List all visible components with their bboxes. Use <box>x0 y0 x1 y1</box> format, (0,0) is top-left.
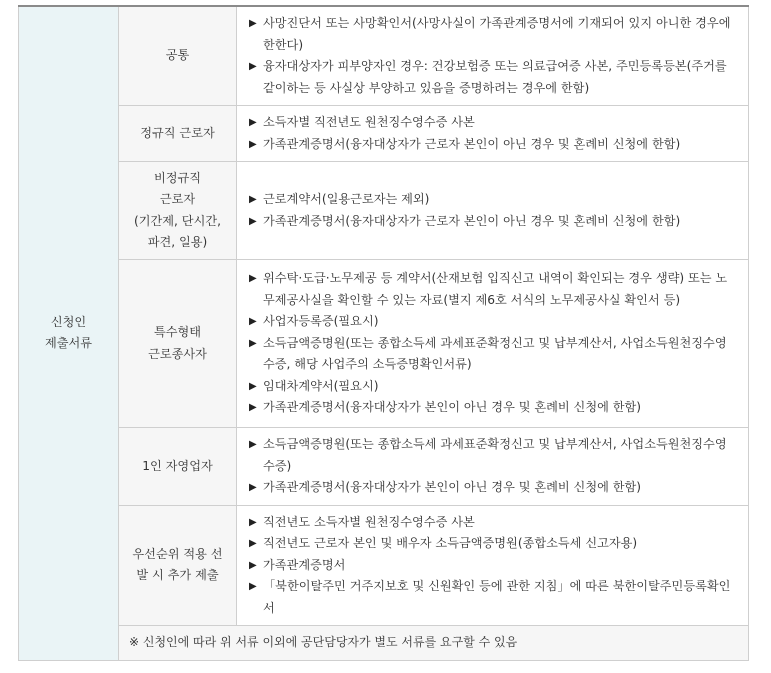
list-item <box>249 533 738 555</box>
side-header <box>19 6 119 660</box>
docs-cell <box>237 260 749 428</box>
arrow-icon: ▶ <box>249 516 257 528</box>
item-text: 소득금액증명원(또는 종합소득세 과세표준확정신고 및 납부계산서, 사업소득원천징수영수증) <box>263 437 727 473</box>
side-header-line-2: 제출서류 <box>44 336 93 351</box>
arrow-icon: ▶ <box>249 482 257 493</box>
list-item <box>249 13 738 56</box>
arrow-icon: ▶ <box>249 194 257 205</box>
item-text: 가족관계증명서(융자대상자가 근로자 본인이 아닌 경우 및 혼례비 신청에 한함) <box>263 136 681 151</box>
item-text: 가족관계증명서 <box>263 557 346 572</box>
arrow-icon: ▶ <box>249 581 257 592</box>
arrow-icon: ▶ <box>249 117 257 128</box>
item-text: 근로계약서(일용근로자는 제외) <box>263 192 430 206</box>
category-line: 우선순위 적용 선 <box>132 546 223 561</box>
arrow-icon: ▶ <box>249 337 257 349</box>
item-text: 임대차계약서(필요시) <box>263 378 379 393</box>
item-text: 위수탁·도급·노무제공 등 계약서(산재보험 입직신고 내역이 확인되는 경우 생략) 또는 노무제공사실을 확인할 수 있는 자료(별지 제6호 서식의 노무제공사실 확인서 등) <box>263 271 728 307</box>
list-item <box>249 576 738 619</box>
arrow-icon: ▶ <box>249 538 257 549</box>
required-documents-table <box>18 5 749 661</box>
docs-cell <box>237 505 749 626</box>
required-documents-table-wrapper <box>18 5 748 661</box>
list-item <box>249 555 738 577</box>
docs-cell <box>237 106 749 162</box>
table-row <box>19 162 749 260</box>
docs-cell <box>237 428 749 506</box>
arrow-icon: ▶ <box>249 439 257 450</box>
list-item <box>249 211 738 233</box>
arrow-icon: ▶ <box>249 61 257 72</box>
list-item <box>249 189 738 211</box>
item-text: 소득자별 직전년도 원천징수영수증 사본 <box>263 115 475 129</box>
category-cell <box>119 162 237 260</box>
list-item <box>249 134 738 156</box>
item-text: 융자대상자가 피부양자인 경우: 건강보험증 또는 의료급여증 사본, 주민등록등본(주거를 같이하는 등 사실상 부양하고 있음을 증명하려는 경우에 한함) <box>263 59 727 95</box>
item-text: 가족관계증명서(융자대상자가 본인이 아닌 경우 및 혼례비 신청에 한함) <box>263 480 642 494</box>
category-line: (기간제, 단시간, <box>133 213 221 228</box>
category-cell <box>119 260 237 428</box>
category-cell: 공통 <box>119 6 237 106</box>
item-text: 직전년도 근로자 본인 및 배우자 소득금액증명원(종합소득세 신고자용) <box>263 536 638 550</box>
list-item <box>249 397 738 419</box>
list-item <box>249 112 738 134</box>
list-item <box>249 333 738 376</box>
category-cell <box>119 505 237 626</box>
category-line: 근로자 <box>159 192 196 206</box>
item-text: 사업자등록증(필요시) <box>263 314 379 329</box>
arrow-icon: ▶ <box>249 559 257 571</box>
list-item <box>249 311 738 333</box>
arrow-icon: ▶ <box>249 380 257 392</box>
item-text: 「북한이탈주민 거주지보호 및 신원확인 등에 관한 지침」에 따른 북한이탈주민등록확인서 <box>263 579 731 615</box>
item-text: 직전년도 소득자별 원천징수영수증 사본 <box>263 514 475 529</box>
list-item <box>249 477 738 499</box>
table-row <box>19 106 749 162</box>
table-row <box>19 428 749 506</box>
category-line: 발 시 추가 제출 <box>136 568 219 583</box>
table-row <box>19 6 749 106</box>
arrow-icon: ▶ <box>249 215 257 227</box>
docs-cell <box>237 6 749 106</box>
list-item <box>249 434 738 477</box>
category-line: 파견, 일용) <box>147 235 208 249</box>
arrow-icon: ▶ <box>249 316 257 328</box>
category-line: 근로종사자 <box>148 346 207 361</box>
category-line: 특수형태 <box>153 325 202 339</box>
arrow-icon: ▶ <box>249 402 257 414</box>
arrow-icon: ▶ <box>249 273 257 285</box>
category-cell: 1인 자영업자 <box>119 428 237 506</box>
table-row <box>19 505 749 626</box>
item-text: 가족관계증명서(융자대상자가 본인이 아닌 경우 및 혼례비 신청에 한함) <box>263 400 642 415</box>
footnote: ※ 신청인에 따라 위 서류 이외에 공단담당자가 별도 서류를 요구할 수 있음 <box>119 626 749 661</box>
list-item <box>249 376 738 398</box>
category-cell: 정규직 근로자 <box>119 106 237 162</box>
list-item <box>249 268 738 311</box>
item-text: 가족관계증명서(융자대상자가 근로자 본인이 아닌 경우 및 혼례비 신청에 한함) <box>263 213 681 228</box>
list-item <box>249 56 738 99</box>
arrow-icon: ▶ <box>249 18 257 29</box>
table-row <box>19 260 749 428</box>
list-item <box>249 512 738 534</box>
item-text: 사망진단서 또는 사망확인서(사망사실이 가족관계증명서에 기재되어 있지 아니한 경우에 한한다) <box>263 16 731 52</box>
table-row <box>19 626 749 661</box>
item-text: 소득금액증명원(또는 종합소득세 과세표준확정신고 및 납부계산서, 사업소득원천징수영수증, 해당 사업주의 소득증명확인서류) <box>263 335 727 372</box>
side-header-line-1: 신청인 <box>50 314 87 329</box>
arrow-icon: ▶ <box>249 138 257 150</box>
category-line: 비정규직 <box>153 170 202 185</box>
docs-cell <box>237 162 749 260</box>
